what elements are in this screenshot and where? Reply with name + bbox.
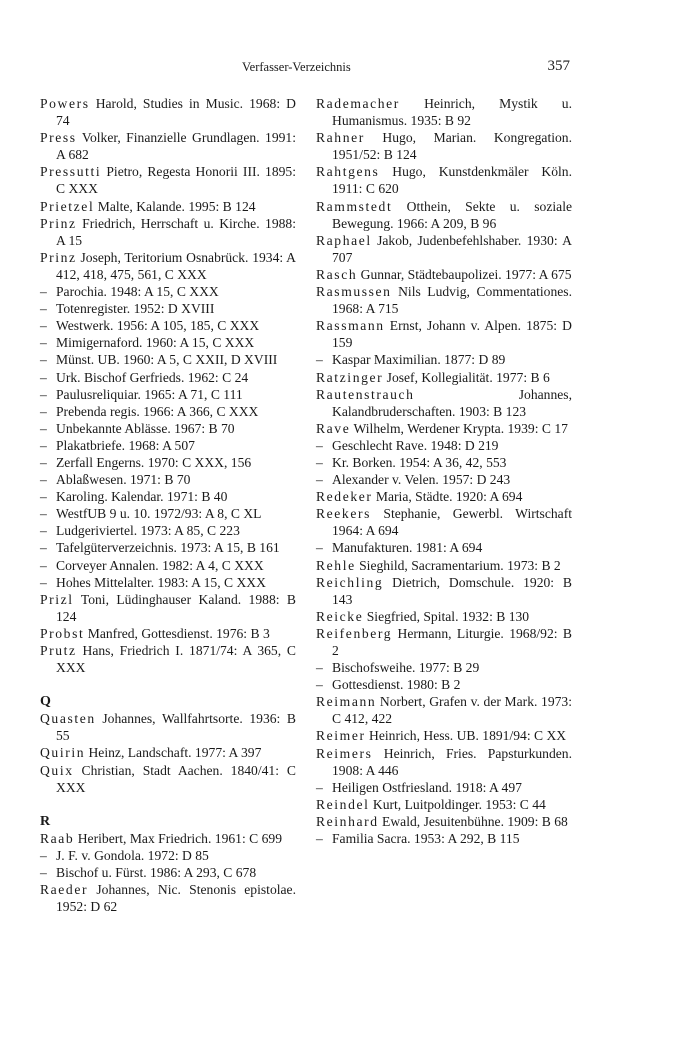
subentry-text: Westwerk. 1956: A 105, 185, C XXX <box>56 318 260 334</box>
index-subentry <box>40 505 296 522</box>
dash-marker: – <box>316 677 323 693</box>
index-subentry <box>316 437 572 454</box>
subentry-text: Ablaßwesen. 1971: B 70 <box>56 472 191 488</box>
author-surname: Press <box>40 130 77 146</box>
index-entry <box>40 642 296 676</box>
index-entry <box>316 488 572 505</box>
author-surname: Ratzinger <box>316 369 384 385</box>
dash-marker: – <box>40 420 47 436</box>
entry-details: Heinz, Landschaft. 1977: A 397 <box>85 745 262 761</box>
subentry-text: Prebenda regis. 1966: A 366, C XXX <box>56 403 259 419</box>
entry-details: Stephanie, Gewerbl. Wirtschaft 1964: A 694 <box>332 506 572 539</box>
index-entry <box>316 163 572 197</box>
dash-marker: – <box>40 369 47 385</box>
index-entry <box>316 625 572 659</box>
dash-marker: – <box>40 574 47 590</box>
author-surname: Powers <box>40 96 90 111</box>
index-entry <box>316 505 572 539</box>
dash-marker: – <box>316 831 323 847</box>
subentry-text: Parochia. 1948: A 15, C XXX <box>56 284 219 300</box>
index-subentry <box>316 539 572 556</box>
dash-marker: – <box>40 540 47 556</box>
index-subentry <box>40 864 296 881</box>
subentry-text: Zerfall Engerns. 1970: C XXX, 156 <box>56 454 252 470</box>
author-surname: Raab <box>40 830 75 846</box>
subentry-text: Karoling. Kalendar. 1971: B 40 <box>56 489 228 505</box>
dash-marker: – <box>40 506 47 522</box>
entry-details: Norbert, Grafen v. der Mark. 1973: C 412, 422 <box>332 694 572 727</box>
dash-marker: – <box>40 523 47 539</box>
index-entry <box>40 881 296 915</box>
entry-details: Sieghild, Sacramentarium. 1973: B 2 <box>355 557 561 573</box>
entry-details: Ewald, Jesuitenbühne. 1909: B 68 <box>378 813 568 829</box>
index-entry <box>316 727 572 744</box>
index-entry <box>40 710 296 744</box>
index-subentry <box>40 403 296 420</box>
subentry-text: Paulusreliquiar. 1965: A 71, C 111 <box>56 386 243 402</box>
index-subentry <box>40 386 296 403</box>
author-surname: Reekers <box>316 506 371 522</box>
subentry-text: Urk. Bischof Gerfrieds. 1962: C 24 <box>56 369 249 385</box>
dash-marker: – <box>40 318 47 334</box>
dash-marker: – <box>40 557 47 573</box>
index-entry <box>316 369 572 386</box>
dash-marker: – <box>316 660 323 676</box>
author-surname: Rammstedt <box>316 198 393 214</box>
index-subentry <box>40 369 296 386</box>
entry-details: Christian, Stadt Aachen. 1840/41: C XXX <box>56 762 296 795</box>
entry-details: Harold, Studies in Music. 1968: D 74 <box>56 96 296 129</box>
index-entry <box>40 198 296 215</box>
index-subentry <box>40 317 296 334</box>
author-surname: Reinhard <box>316 813 379 829</box>
entry-details: Heinrich, Mystik u. Humanismus. 1935: B 92 <box>332 96 572 129</box>
author-surname: Prietzel <box>40 198 95 214</box>
index-subentry <box>316 454 572 471</box>
entry-details: Malte, Kalande. 1995: B 124 <box>94 198 256 214</box>
author-surname: Quasten <box>40 711 96 727</box>
index-entry <box>40 129 296 163</box>
index-entry <box>316 232 572 266</box>
index-column-left <box>40 95 296 915</box>
author-surname: Prinz <box>40 249 77 265</box>
entry-details: Johannes, Wallfahrtsorte. 1936: B 55 <box>56 711 296 744</box>
author-surname: Pressutti <box>40 164 102 180</box>
entry-details: Hugo, Marian. Kongregation. 1951/52: B 124 <box>332 130 572 163</box>
entry-details: Heribert, Max Friedrich. 1961: C 699 <box>74 830 282 846</box>
index-entry <box>40 95 296 129</box>
author-surname: Rehle <box>316 557 356 573</box>
index-column-right <box>316 95 572 847</box>
entry-details: Toni, Lüdinghauser Kaland. 1988: B 124 <box>56 591 296 624</box>
index-subentry <box>40 557 296 574</box>
index-entry <box>40 591 296 625</box>
index-entry <box>316 317 572 351</box>
author-surname: Raeder <box>40 882 89 898</box>
author-surname: Rassmann <box>316 318 385 334</box>
index-subentry <box>40 488 296 505</box>
subentry-text: Geschlecht Rave. 1948: D 219 <box>332 437 499 453</box>
running-header <box>40 58 570 78</box>
index-subentry <box>40 522 296 539</box>
author-surname: Rademacher <box>316 96 400 111</box>
subentry-text: Mimigernaford. 1960: A 15, C XXX <box>56 335 255 351</box>
dash-marker: – <box>40 454 47 470</box>
author-surname: Reimann <box>316 694 377 710</box>
index-entry <box>316 386 572 420</box>
index-entry <box>316 813 572 830</box>
index-subentry <box>40 454 296 471</box>
entry-details: Maria, Städte. 1920: A 694 <box>372 489 523 505</box>
index-subentry <box>40 334 296 351</box>
dash-marker: – <box>40 865 47 881</box>
author-surname: Prutz <box>40 643 77 658</box>
entry-details: Joseph, Teritorium Osnabrück. 1934: A 412, 418, 475, 561, C XXX <box>56 249 296 282</box>
dash-marker: – <box>40 352 47 368</box>
dash-marker: – <box>316 540 323 556</box>
index-subentry <box>40 437 296 454</box>
index-subentry <box>40 300 296 317</box>
dash-marker: – <box>316 472 323 488</box>
dash-marker: – <box>40 386 47 402</box>
index-subentry <box>316 830 572 847</box>
entry-details: Gunnar, Städtebaupolizei. 1977: A 675 <box>357 266 572 282</box>
author-surname: Rasch <box>316 266 358 282</box>
subentry-text: Manufakturen. 1981: A 694 <box>332 540 483 556</box>
subentry-text: Corveyer Annalen. 1982: A 4, C XXX <box>56 557 264 573</box>
dash-marker: – <box>316 454 323 470</box>
index-subentry <box>316 471 572 488</box>
dash-marker: – <box>40 403 47 419</box>
entry-details: Johannes, Kalandbruderschaften. 1903: B 123 <box>332 386 572 419</box>
subentry-text: Gottesdienst. 1980: B 2 <box>332 677 461 693</box>
index-entry <box>316 283 572 317</box>
entry-details: Wilhelm, Werdener Krypta. 1939: C 17 <box>350 420 568 436</box>
subentry-text: Familia Sacra. 1953: A 292, B 115 <box>332 831 520 847</box>
dash-marker: – <box>316 437 323 453</box>
author-surname: Reimers <box>316 745 373 761</box>
author-surname: Reichling <box>316 574 384 590</box>
subentry-text: Tafelgüterverzeichnis. 1973: A 15, B 161 <box>56 540 280 556</box>
subentry-text: J. F. v. Gondola. 1972: D 85 <box>56 847 209 863</box>
entry-details: Volker, Finanzielle Grundlagen. 1991: A 682 <box>56 130 296 163</box>
index-entry <box>316 693 572 727</box>
author-surname: Rahner <box>316 130 365 146</box>
index-entry <box>316 198 572 232</box>
entry-details: Josef, Kollegialität. 1977: B 6 <box>383 369 550 385</box>
index-subentry <box>316 676 572 693</box>
index-subentry <box>40 847 296 864</box>
entry-details: Hugo, Kunstdenkmäler Köln. 1911: C 620 <box>332 164 572 197</box>
index-entry <box>40 163 296 197</box>
dash-marker: – <box>40 489 47 505</box>
subentry-text: Plakatbriefe. 1968: A 507 <box>56 437 195 453</box>
entry-details: Heinrich, Fries. Papsturkunden. 1908: A 446 <box>332 745 572 778</box>
subentry-text: WestfUB 9 u. 10. 1972/93: A 8, C XL <box>56 506 262 522</box>
subentry-text: Hohes Mittelalter. 1983: A 15, C XXX <box>56 574 266 590</box>
index-subentry <box>316 659 572 676</box>
index-entry <box>316 557 572 574</box>
dash-marker: – <box>40 301 47 317</box>
subentry-text: Bischofsweihe. 1977: B 29 <box>332 660 480 676</box>
index-entry <box>316 608 572 625</box>
author-surname: Quix <box>40 762 74 778</box>
subentry-text: Kr. Borken. 1954: A 36, 42, 553 <box>332 454 507 470</box>
author-surname: Reicke <box>316 608 364 624</box>
index-entry <box>40 830 296 847</box>
index-entry <box>316 95 572 129</box>
author-surname: Rahtgens <box>316 164 380 180</box>
section-letter: R <box>40 813 51 829</box>
section-letter: Q <box>40 694 51 710</box>
entry-details: Hermann, Liturgie. 1968/92: B 2 <box>332 625 572 658</box>
dash-marker: – <box>40 437 47 453</box>
index-entry <box>40 215 296 249</box>
author-surname: Raphael <box>316 232 372 248</box>
entry-details: Pietro, Regesta Honorii III. 1895: C XXX <box>56 164 296 197</box>
entry-details: Otthein, Sekte u. soziale Bewegung. 1966: A 209, B 96 <box>332 198 572 231</box>
index-subentry <box>40 283 296 300</box>
page-number: 357 <box>547 58 570 74</box>
index-entry <box>316 266 572 283</box>
subentry-text: Alexander v. Velen. 1957: D 243 <box>332 472 511 488</box>
subentry-text: Münst. UB. 1960: A 5, C XXII, D XVIII <box>56 352 278 368</box>
index-entry <box>40 744 296 761</box>
index-entry <box>316 745 572 779</box>
index-subentry <box>316 351 572 368</box>
entry-details: Kurt, Luitpoldinger. 1953: C 44 <box>369 796 546 812</box>
subentry-text: Ludgeriviertel. 1973: A 85, C 223 <box>56 523 240 539</box>
header-title: Verfasser-Verzeichnis <box>242 60 351 74</box>
index-entry <box>40 249 296 283</box>
author-surname: Prinz <box>40 215 77 231</box>
index-subentry <box>40 539 296 556</box>
author-surname: Probst <box>40 625 85 641</box>
entry-details: Jakob, Judenbefehlshaber. 1930: A 707 <box>332 232 572 265</box>
dash-marker: – <box>40 847 47 863</box>
author-surname: Quirin <box>40 745 86 761</box>
entry-details: Dietrich, Domschule. 1920: B 143 <box>332 574 572 607</box>
author-surname: Rautenstrauch <box>316 386 415 402</box>
entry-details: Friedrich, Herrschaft u. Kirche. 1988: A 15 <box>56 215 296 248</box>
subentry-text: Unbekannte Ablässe. 1967: B 70 <box>56 420 235 436</box>
index-subentry <box>40 471 296 488</box>
entry-details: Siegfried, Spital. 1932: B 130 <box>363 608 530 624</box>
index-subentry <box>40 351 296 368</box>
author-surname: Reindel <box>316 796 370 812</box>
index-entry <box>316 574 572 608</box>
entry-details: Heinrich, Hess. UB. 1891/94: C XX <box>365 728 567 744</box>
index-subentry <box>40 420 296 437</box>
subentry-text: Bischof u. Fürst. 1986: A 293, C 678 <box>56 865 257 881</box>
author-surname: Reimer <box>316 728 366 744</box>
subentry-text: Kaspar Maximilian. 1877: D 89 <box>332 352 506 368</box>
index-entry <box>316 796 572 813</box>
author-surname: Reifenberg <box>316 625 393 641</box>
entry-details: Nils Ludvig, Commentationes. 1968: A 715 <box>332 284 572 317</box>
dash-marker: – <box>316 352 323 368</box>
dash-marker: – <box>40 472 47 488</box>
author-surname: Rave <box>316 420 351 436</box>
index-entry <box>40 762 296 796</box>
dash-marker: – <box>40 284 47 300</box>
dash-marker: – <box>316 779 323 795</box>
entry-details: Manfred, Gottesdienst. 1976: B 3 <box>84 625 270 641</box>
index-entry <box>316 129 572 163</box>
subentry-text: Heiligen Ostfriesland. 1918: A 497 <box>332 779 522 795</box>
author-surname: Rasmussen <box>316 284 392 300</box>
entry-details: Johannes, Nic. Stenonis epistolae. 1952: D 62 <box>56 882 296 915</box>
index-subentry <box>316 779 572 796</box>
author-surname: Redeker <box>316 489 373 505</box>
author-surname: Prizl <box>40 591 74 607</box>
entry-details: Ernst, Johann v. Alpen. 1875: D 159 <box>332 318 572 351</box>
index-subentry <box>40 574 296 591</box>
subentry-text: Totenregister. 1952: D XVIII <box>56 301 215 317</box>
index-entry <box>316 420 572 437</box>
entry-details: Hans, Friedrich I. 1871/74: A 365, C XXX <box>56 643 296 676</box>
index-entry <box>40 625 296 642</box>
dash-marker: – <box>40 335 47 351</box>
